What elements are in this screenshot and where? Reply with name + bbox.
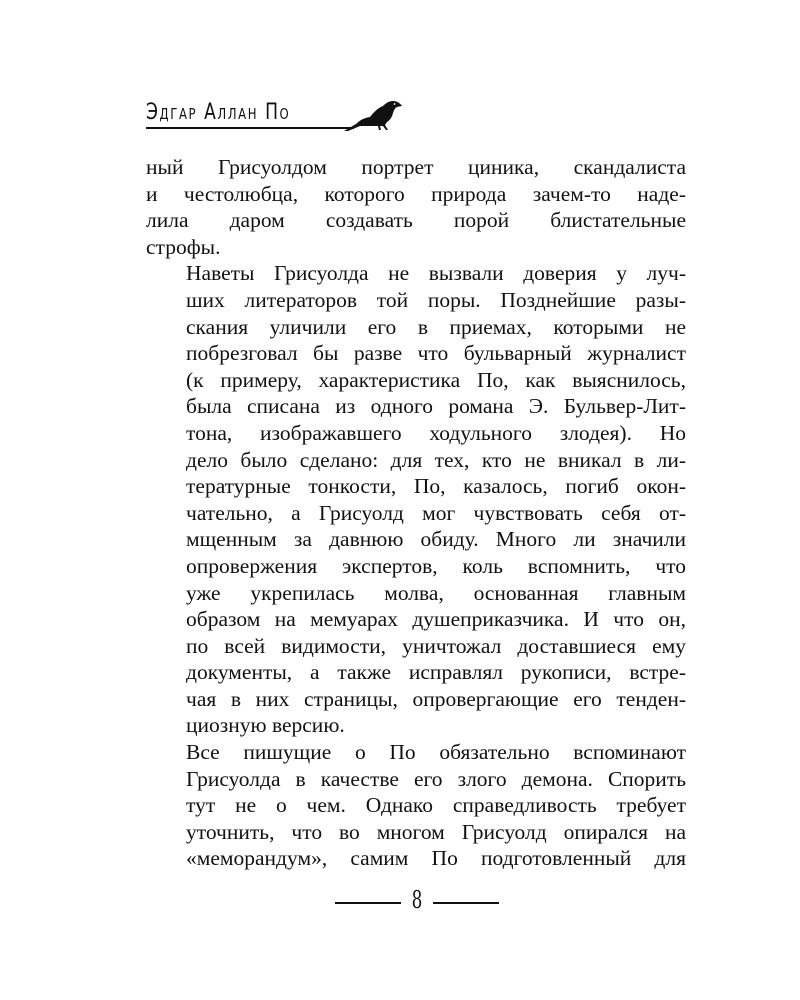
text-line: «меморандум», самим По подготовленный для xyxy=(186,846,686,871)
footer-rule-right xyxy=(433,902,499,904)
page-number: 8 xyxy=(411,886,423,914)
text-line: ный Грисуолдом портрет циника, скандалиста xyxy=(146,155,686,179)
text-line: образом на мемуарах душеприказчика. И что он, xyxy=(186,607,686,632)
text-line: Все пишущие о По обязательно вспоминают xyxy=(186,740,686,765)
text-line: тут не о чем. Однако справедливость требует xyxy=(186,793,686,818)
text-line: мщенным за давнюю обиду. Много ли значили xyxy=(186,527,686,552)
text-line: дело было сделано: для тех, кто не вникал в ли- xyxy=(186,447,686,472)
text-line: лила даром создавать порой блистательные xyxy=(146,208,686,233)
running-header xyxy=(146,94,406,134)
text-line: тона, изображавшего ходульного злодея). Но xyxy=(186,420,686,445)
text-line: по всей видимости, уничтожал доставшиеся ему xyxy=(186,633,686,658)
header-rule xyxy=(146,127,354,129)
page-footer xyxy=(335,886,499,916)
text-line: уже укрепилась молва, основанная главным xyxy=(186,580,686,605)
text-line: скания уличили его в приемах, которыми не xyxy=(186,314,686,339)
text-line: была списана из одного романа Э. Бульвер-Лит- xyxy=(186,394,686,419)
text-line: тературные тонкости, По, казалось, погиб окон- xyxy=(186,474,686,499)
text-line: циозную версию. xyxy=(186,713,345,738)
text-line: и честолюбца, которого природа зачем-то наде- xyxy=(146,181,686,206)
text-line: ших литераторов той поры. Позднейшие разы- xyxy=(186,287,686,312)
paragraph xyxy=(146,260,686,739)
body-text xyxy=(146,154,686,872)
text-line: документы, а также исправлял рукописи, встре- xyxy=(186,660,686,685)
text-line: (к примеру, характеристика По, как выяснилось, xyxy=(186,367,686,392)
text-line: чательно, а Грисуолд мог чувствовать себя от- xyxy=(186,500,686,525)
text-line: чая в них страницы, опровергающие его тенден- xyxy=(186,686,686,711)
paragraph xyxy=(146,154,686,260)
text-line: Наветы Грисуолда не вызвали доверия у луч- xyxy=(186,261,686,286)
text-line: побрезговал бы разве что бульварный журналист xyxy=(186,341,686,366)
raven-icon xyxy=(342,98,404,132)
text-line: уточнить, что во многом Грисуолд опирался на xyxy=(186,819,686,844)
text-line: Грисуолда в качестве его злого демона. Спорить xyxy=(186,766,686,791)
author-name: Эдгар Аллан По xyxy=(146,100,291,125)
footer-rule-left xyxy=(335,902,401,904)
paragraph xyxy=(146,739,686,872)
text-line: опровержения экспертов, коль вспомнить, что xyxy=(186,553,686,578)
text-line: строфы. xyxy=(146,234,221,259)
